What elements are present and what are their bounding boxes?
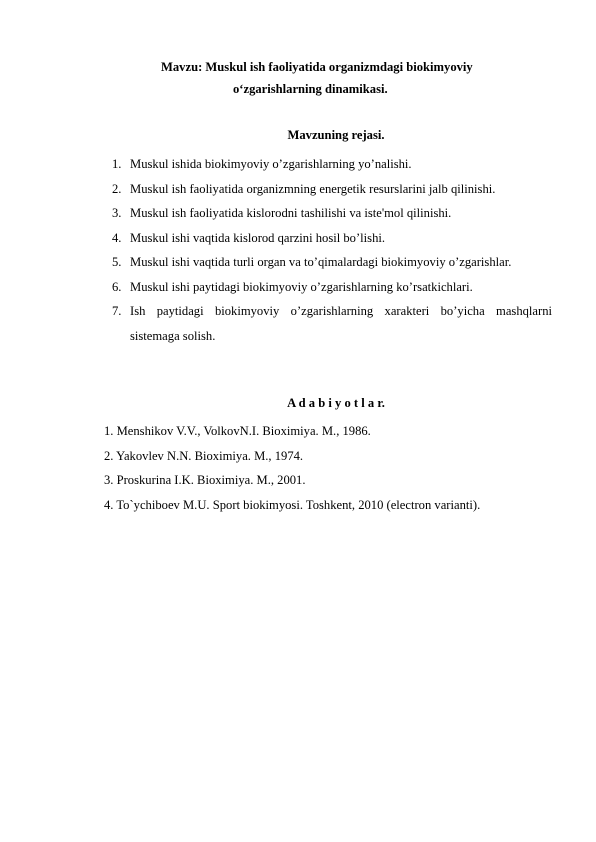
plan-list-item: [112, 250, 552, 275]
plan-item-text: Muskul ishi vaqtida turli organ va to’qimalardagi biokimyoviy o’zgarishlar.: [130, 255, 512, 269]
literature-heading: A d a b i y o t l a r.: [287, 396, 385, 410]
plan-list-item: [112, 177, 552, 202]
literature-item: 1. Menshikov V.V., VolkovN.I. Bioximiya. M., 1986.: [104, 424, 371, 438]
plan-item-text: Ish paytidagi biokimyoviy o’zgarishlarning xarakteri bo’yicha mashqlarni sistemaga solish.: [130, 304, 552, 343]
literature-item: 3. Proskurina I.K. Bioximiya. M., 2001.: [104, 473, 306, 487]
plan-item-number: 5.: [112, 255, 122, 269]
plan-list-item: [112, 152, 552, 177]
plan-item-text: Muskul ishi vaqtida kislorod qarzini hosil bo’lishi.: [130, 230, 386, 245]
plan-list: [112, 152, 552, 348]
plan-item-number: 4.: [112, 230, 122, 245]
plan-item-text: Muskul ishi paytidagi biokimyoviy o’zgarishlarning ko’rsatkichlari.: [130, 279, 473, 294]
plan-item-number: 3.: [112, 206, 122, 220]
plan-heading: Mavzuning rejasi.: [287, 128, 385, 142]
plan-item-number: 2.: [112, 181, 122, 196]
topic-title-line-1: Mavzu: Muskul ish faoliyatida organizmdagi biokimyoviy: [161, 60, 473, 74]
plan-item-number: 6.: [112, 279, 122, 294]
plan-item-text: Muskul ish faoliyatida kislorodni tashilishi va iste'mol qilinishi.: [130, 206, 452, 220]
plan-list-item: [112, 226, 552, 251]
literature-item: 2. Yakovlev N.N. Bioximiya. M., 1974.: [104, 448, 304, 463]
literature-list: [104, 419, 480, 517]
literature-item: 4. To`ychiboev M.U. Sport biokimyosi. Toshkent, 2010 (electron varianti).: [104, 497, 481, 512]
topic-title-line-2: o‘zgarishlarning dinamikasi.: [233, 82, 388, 96]
plan-item-text: Muskul ishida biokimyoviy o’zgarishlarning yo’nalishi.: [130, 157, 412, 171]
plan-item-number: 7.: [112, 304, 122, 318]
plan-list-item: [112, 299, 552, 348]
plan-item-text: Muskul ish faoliyatida organizmning energetik resurslarini jalb qilinishi.: [130, 181, 496, 196]
plan-list-item: [112, 275, 552, 300]
plan-list-item: [112, 201, 552, 226]
plan-item-number: 1.: [112, 157, 122, 171]
